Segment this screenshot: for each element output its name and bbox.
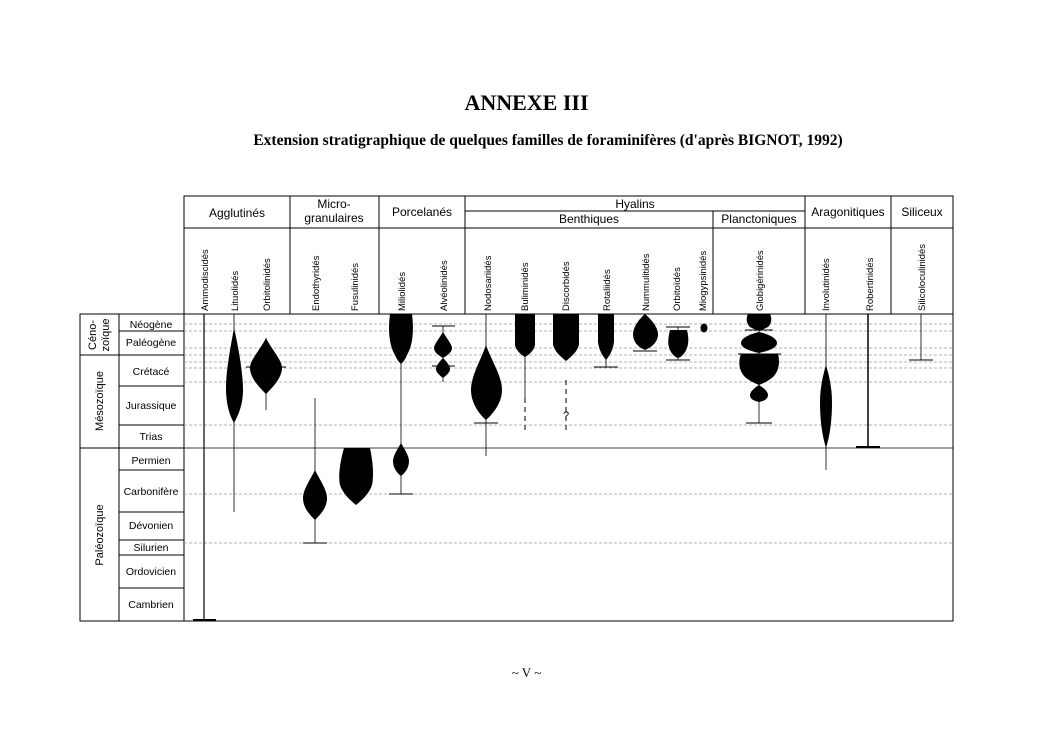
group-agglutines: Agglutinés bbox=[208, 206, 266, 220]
range-buliminides bbox=[515, 314, 535, 430]
subgroup-benthiques: Benthiques bbox=[558, 212, 620, 226]
family-label: Fusulinidés bbox=[350, 262, 361, 311]
range-miliolides bbox=[389, 314, 413, 494]
stage-label: Permien bbox=[131, 455, 171, 467]
group-porcelanes: Porcelanés bbox=[391, 205, 453, 219]
range-nummulitides bbox=[633, 314, 658, 351]
era-cenozoique-line1: Céno- bbox=[87, 320, 99, 350]
family-label: Robertinidés bbox=[865, 257, 876, 311]
range-alveolinides bbox=[432, 326, 455, 382]
family-label: Lituolidés bbox=[230, 270, 241, 311]
range-silicoloculinides bbox=[909, 314, 933, 360]
range-robertinides bbox=[856, 314, 880, 447]
range-lituolides bbox=[226, 314, 243, 512]
stage-label: Jurassique bbox=[125, 400, 177, 412]
group-hyalins: Hyalins bbox=[615, 197, 655, 211]
page-number: ~ V ~ bbox=[511, 665, 542, 680]
family-label: Alvéolinidés bbox=[439, 260, 450, 311]
body-frame bbox=[80, 314, 953, 621]
family-label: Ammodiscidés bbox=[200, 249, 211, 311]
range-orbitolinides bbox=[246, 338, 286, 410]
subgroup-planctoniques: Planctoniques bbox=[721, 212, 797, 226]
family-label: Miliolidés bbox=[397, 271, 408, 311]
range-nodosariides bbox=[471, 314, 502, 456]
range-ammodiscides bbox=[193, 314, 216, 620]
group-microgranulaires-line1: Micro- bbox=[317, 197, 351, 211]
uncertain-question-mark: ? bbox=[562, 410, 570, 422]
family-label: Nummulitidés bbox=[641, 253, 652, 311]
figure-subtitle: Extension stratigraphique de quelques familles de foraminifères (d'après BIGNOT, 1992) bbox=[253, 132, 843, 149]
family-label: Buliminidés bbox=[520, 262, 531, 311]
family-label: Orbitoïdés bbox=[672, 267, 683, 311]
range-involutinides bbox=[820, 314, 832, 470]
stage-label: Crétacé bbox=[132, 366, 170, 378]
family-labels bbox=[200, 244, 928, 311]
range-rotaliides bbox=[594, 314, 618, 367]
family-label: Endothyridés bbox=[311, 255, 322, 311]
stage-label: Dévonien bbox=[128, 520, 174, 532]
family-label: Miogypsinidés bbox=[698, 250, 709, 311]
era-paleozoique: Paléozoïque bbox=[94, 504, 106, 566]
stage-label: Paléogène bbox=[125, 337, 177, 349]
stage-label: Néogène bbox=[129, 319, 173, 331]
group-microgranulaires-line2: granulaires bbox=[304, 211, 364, 225]
family-label: Discorbidés bbox=[561, 261, 572, 311]
family-label: Globigérinidés bbox=[755, 250, 766, 311]
group-siliceux: Siliceux bbox=[901, 205, 943, 219]
stage-label: Cambrien bbox=[128, 599, 174, 611]
era-cenozoique-line2: zoïque bbox=[100, 318, 112, 352]
range-globigerinides bbox=[738, 314, 781, 423]
stage-label: Trias bbox=[139, 431, 163, 443]
group-aragonitiques: Aragonitiques bbox=[811, 205, 885, 219]
family-label: Rotaliidés bbox=[602, 269, 613, 311]
family-label: Silicoloculinidés bbox=[917, 243, 928, 311]
range-fusulinides bbox=[339, 448, 373, 505]
range-miogypsinides bbox=[701, 324, 708, 333]
family-label: Nodosariidés bbox=[483, 255, 494, 311]
annex-title: ANNEXE III bbox=[464, 90, 589, 115]
stage-label: Silurien bbox=[133, 542, 169, 554]
family-label: Involutinidés bbox=[821, 258, 832, 311]
range-endothyrides bbox=[303, 398, 327, 543]
stage-label: Ordovicien bbox=[125, 566, 177, 578]
stage-label: Carbonifère bbox=[123, 486, 179, 498]
stage-labels bbox=[124, 319, 179, 611]
era-mesozoique: Mésozoïque bbox=[94, 371, 106, 431]
family-label: Orbitolinidés bbox=[262, 258, 273, 311]
